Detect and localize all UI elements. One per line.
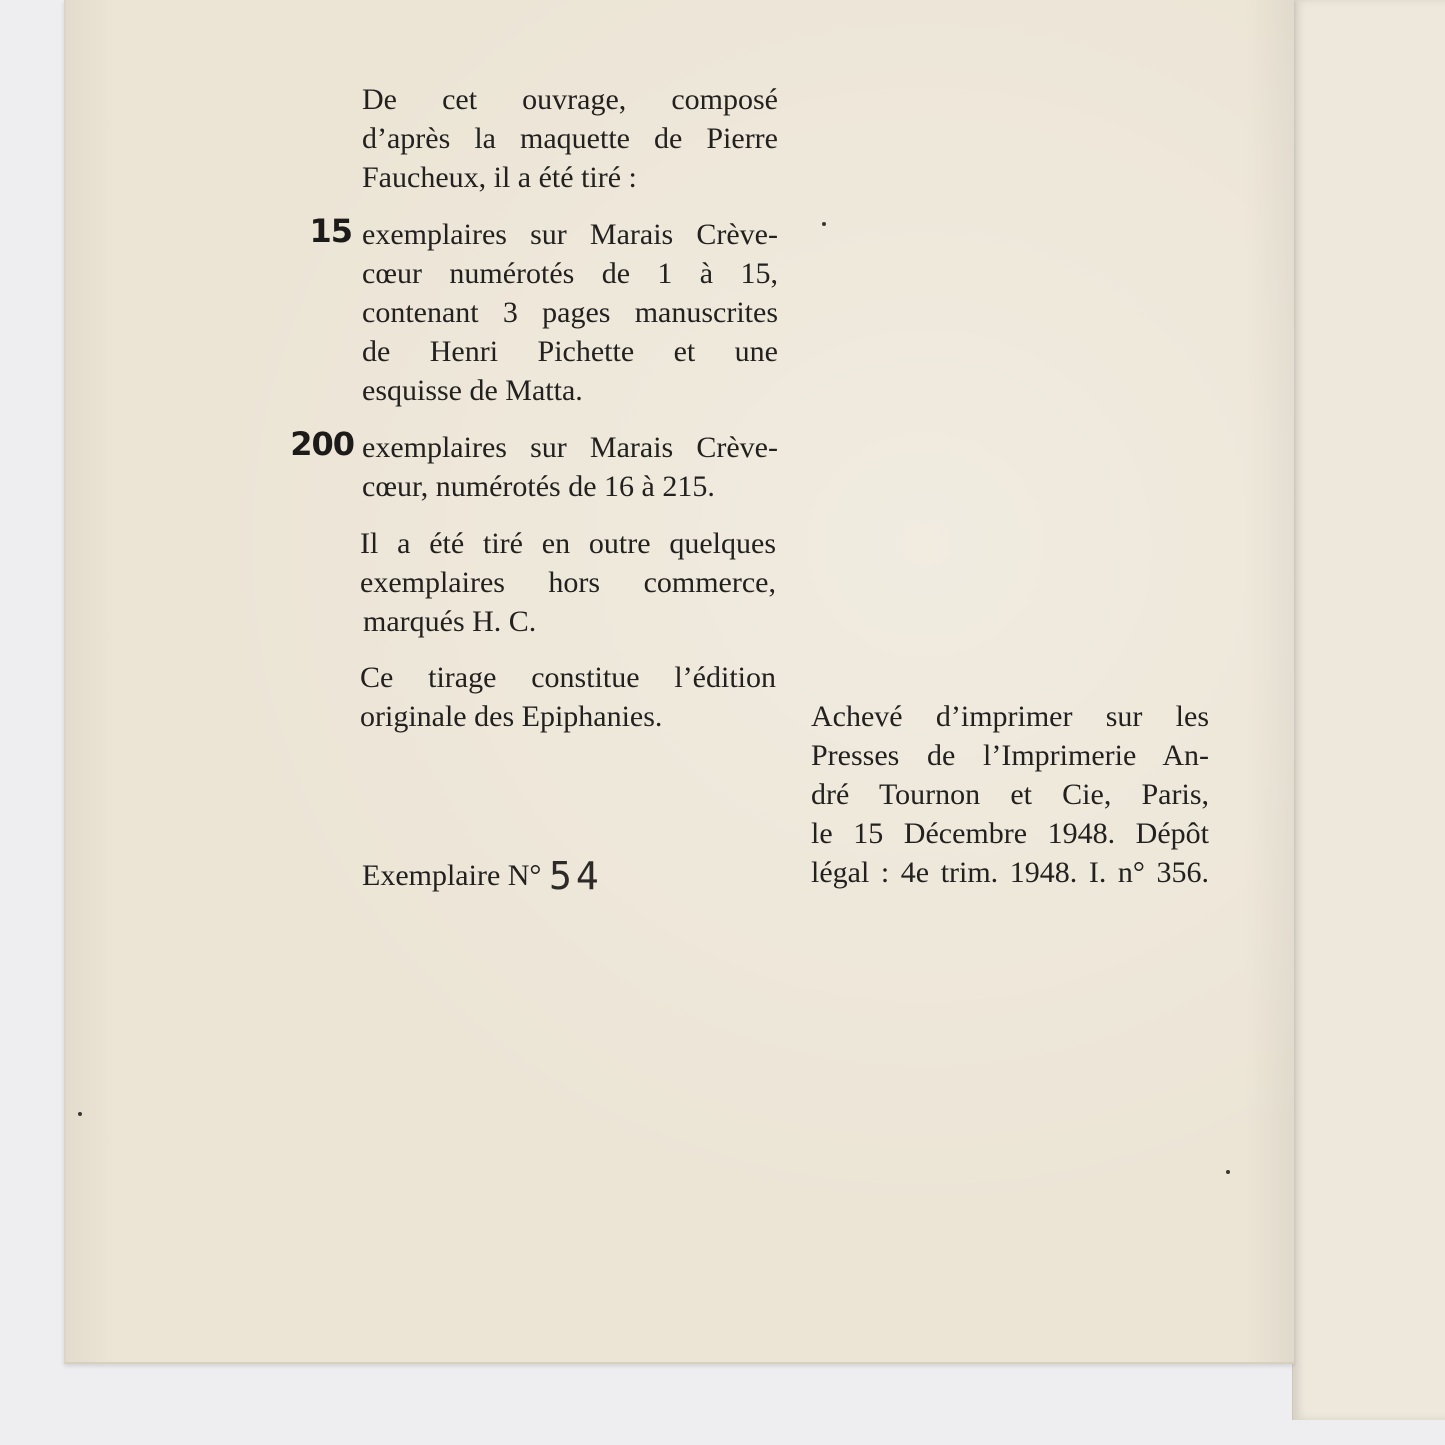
edition-count-200: 200 bbox=[290, 425, 354, 463]
text-line: exemplaires sur Marais Crève- bbox=[362, 218, 778, 251]
hors-commerce-paragraph bbox=[360, 524, 776, 641]
text-line: Il a été tiré en outre quelques bbox=[360, 527, 776, 560]
copy-number-stamp: 54 bbox=[548, 854, 603, 898]
text-line: De cet ouvrage, composé bbox=[362, 83, 778, 116]
colophon-line: dré Tournon et Cie, Paris, bbox=[811, 778, 1209, 811]
colophon bbox=[811, 697, 1209, 892]
colophon-line: Achevé d’imprimer sur les bbox=[811, 700, 1209, 733]
copy-number-label: Exemplaire N° bbox=[362, 859, 542, 892]
paper-speck bbox=[822, 222, 826, 226]
text-line: contenant 3 pages manuscrites bbox=[362, 296, 778, 329]
edition-1-description bbox=[362, 215, 778, 410]
colophon-line: Presses de l’Imprimerie An- bbox=[811, 739, 1209, 772]
colophon-line: légal : 4e trim. 1948. I. n° 356. bbox=[811, 856, 1209, 889]
next-page-edge bbox=[1292, 0, 1445, 1420]
original-edition-paragraph bbox=[360, 658, 776, 736]
text-line: exemplaires sur Marais Crève- bbox=[362, 431, 778, 464]
edition-count-15: 15 bbox=[309, 212, 352, 250]
text-line: Ce tirage constitue l’édition bbox=[360, 661, 776, 694]
edition-2-description bbox=[362, 428, 778, 506]
text-line: esquisse de Matta. bbox=[362, 374, 583, 407]
text-line: exemplaires hors commerce, bbox=[360, 566, 776, 599]
paper-speck bbox=[78, 1112, 82, 1116]
text-line: Faucheux, il a été tiré : bbox=[362, 161, 637, 194]
intro-paragraph bbox=[362, 80, 778, 197]
text-line: marqués H. C. bbox=[363, 605, 537, 638]
text-line: de Henri Pichette et une bbox=[362, 335, 778, 368]
copy-number-line bbox=[362, 856, 603, 896]
text-line: originale des Epiphanies. bbox=[360, 700, 663, 733]
text-line: cœur, numérotés de 16 à 215. bbox=[362, 470, 715, 503]
text-line: d’après la maquette de Pierre bbox=[362, 122, 778, 155]
paper-speck bbox=[1226, 1170, 1230, 1174]
text-line: cœur numérotés de 1 à 15, bbox=[362, 257, 778, 290]
colophon-line: le 15 Décembre 1948. Dépôt bbox=[811, 817, 1209, 850]
